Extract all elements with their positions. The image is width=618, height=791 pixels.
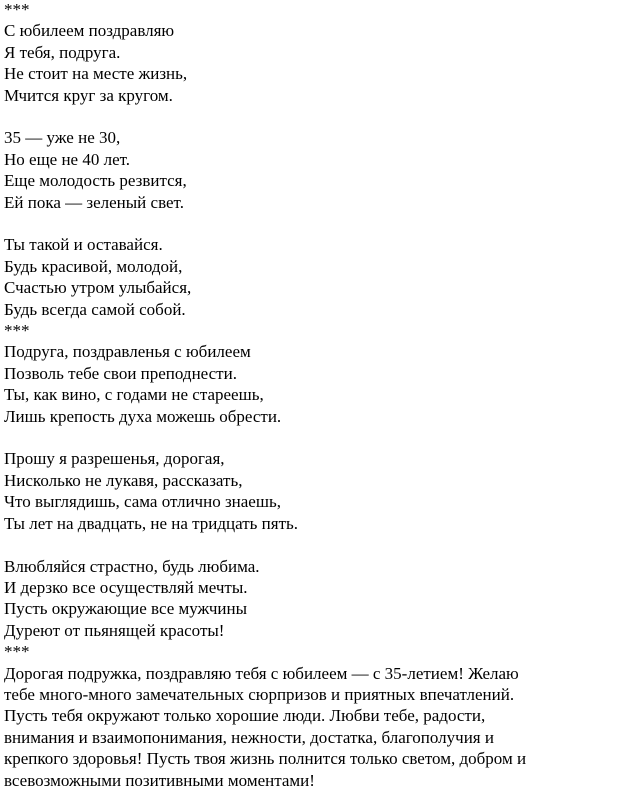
verse-line: Позволь тебе свои преподнести. bbox=[4, 363, 237, 383]
verse-line: Ты такой и оставайся. bbox=[4, 235, 163, 255]
separator: *** bbox=[4, 0, 30, 19]
poem-2 bbox=[4, 320, 614, 641]
stanza-1 bbox=[4, 20, 614, 106]
verse-line: Мчится круг за кругом. bbox=[4, 85, 173, 105]
separator: *** bbox=[4, 642, 30, 662]
stanza-3 bbox=[4, 234, 614, 320]
stanza-2 bbox=[4, 127, 614, 213]
verse-line: Счастью утром улыбайся, bbox=[4, 278, 192, 298]
stanza-gap bbox=[4, 106, 614, 127]
prose-line: всевозможными позитивными моментами! bbox=[4, 770, 315, 790]
prose-line: Пусть тебя окружают только хорошие люди. Любви тебе, радости, bbox=[4, 706, 486, 726]
prose-line: Дорогая подружка, поздравляю тебя с юбилеем — с 35-летием! Желаю bbox=[4, 663, 519, 683]
stanza-gap bbox=[4, 534, 614, 555]
verse-line: Будь всегда самой собой. bbox=[4, 299, 186, 319]
verse-line: Ты лет на двадцать, не на тридцать пять. bbox=[4, 513, 298, 533]
verse-line: Лишь крепость духа можешь обрести. bbox=[4, 406, 282, 426]
prose-line: тебе много-много замечательных сюрпризов и приятных впечатлений. bbox=[4, 684, 515, 704]
verse-line: Влюбляйся страстно, будь любима. bbox=[4, 556, 260, 576]
stanza-gap bbox=[4, 213, 614, 234]
prose-greeting bbox=[4, 641, 614, 791]
verse-line: Нисколько не лукавя, рассказать, bbox=[4, 470, 243, 490]
verse-line: Не стоит на месте жизнь, bbox=[4, 64, 188, 84]
verse-line: Что выглядишь, сама отлично знаешь, bbox=[4, 492, 281, 512]
verse-line: Ты, как вино, с годами не стареешь, bbox=[4, 385, 264, 405]
stanza-3 bbox=[4, 556, 614, 642]
verse-line: Я тебя, подруга. bbox=[4, 42, 121, 62]
verse-line: Подруга, поздравленья с юбилеем bbox=[4, 342, 251, 362]
greeting-text-document bbox=[4, 0, 614, 791]
stanza-gap bbox=[4, 427, 614, 448]
verse-line: Ей пока — зеленый свет. bbox=[4, 192, 184, 212]
verse-line: И дерзко все осуществляй мечты. bbox=[4, 577, 248, 597]
prose-line: крепкого здоровья! Пусть твоя жизнь полнится только светом, добром и bbox=[4, 749, 527, 769]
verse-line: С юбилеем поздравляю bbox=[4, 21, 175, 41]
stanza-2 bbox=[4, 448, 614, 534]
prose-line: внимания и взаимопонимания, нежности, достатка, благополучия и bbox=[4, 727, 494, 747]
verse-line: Прошу я разрешенья, дорогая, bbox=[4, 449, 225, 469]
verse-line: 35 — уже не 30, bbox=[4, 128, 121, 148]
verse-line: Дуреют от пьянящей красоты! bbox=[4, 620, 225, 640]
verse-line: Еще молодость резвится, bbox=[4, 171, 187, 191]
poem-1 bbox=[4, 0, 614, 320]
stanza-1 bbox=[4, 341, 614, 427]
verse-line: Пусть окружающие все мужчины bbox=[4, 599, 248, 619]
separator: *** bbox=[4, 321, 30, 341]
verse-line: Будь красивой, молодой, bbox=[4, 256, 183, 276]
verse-line: Но еще не 40 лет. bbox=[4, 149, 131, 169]
